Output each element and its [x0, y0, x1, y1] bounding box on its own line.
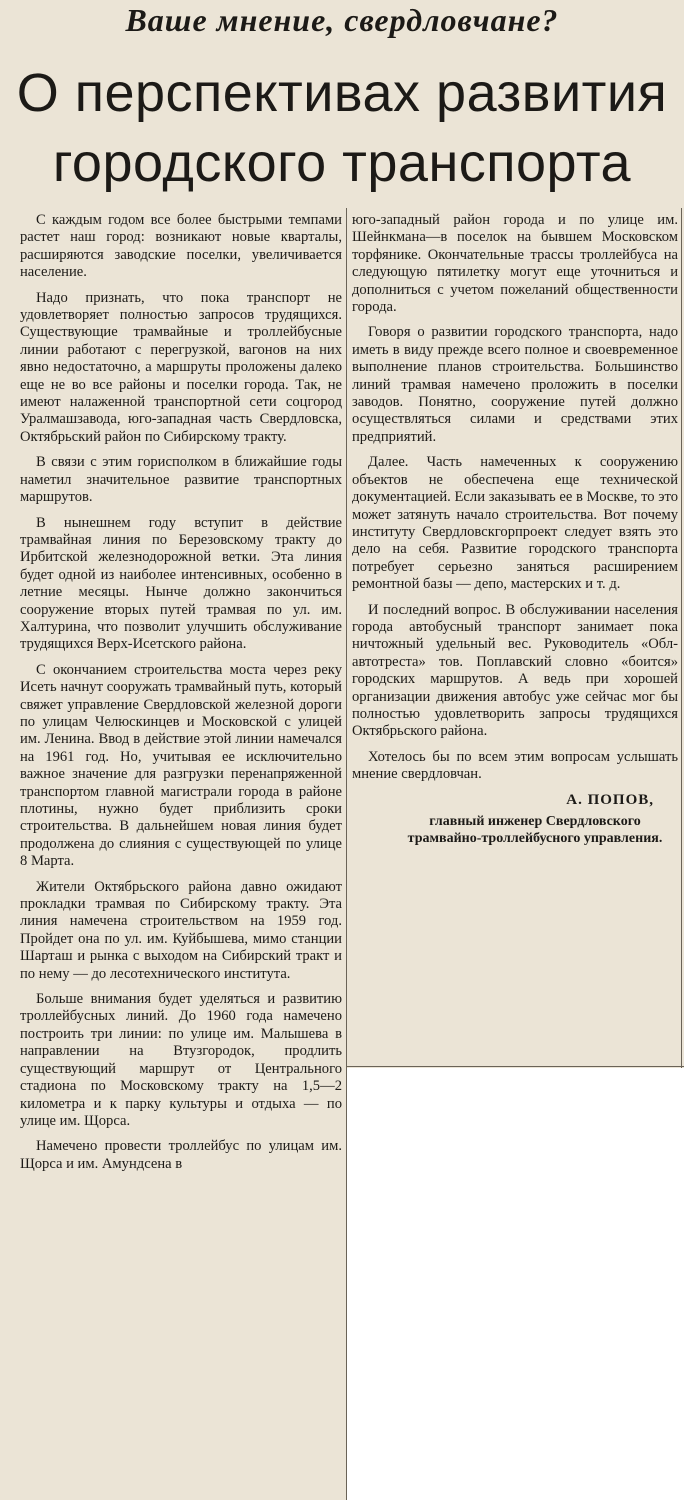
- article-kicker: Ваше мнение, свердловчане?: [125, 2, 559, 38]
- headline-line-1: О перспективах развития: [16, 63, 668, 123]
- paragraph: Намечено провести троллейбус по улицам им. Щорса и им. Амундсена в: [20, 1138, 342, 1172]
- author-position: главный инженер Свердловского трамвайно-троллейбусного управления.: [407, 814, 663, 846]
- paragraph: И последний вопрос. В обслуживании населения города автобусный транспорт занимает пока ничтожный удельный вес. Руководитель «Облавтотреста» тов. Поплавский словно «боится» городских маршрутов. А ведь при хорошей организации движения автобус уже сейчас мог бы полностью удовлетворить запросы трудящихся Октябрьского района.: [352, 601, 678, 740]
- column-divider: [346, 208, 347, 1500]
- paragraph: юго-западный район города и по улице им. Шейнкмана—в поселок на бывшем Московском торфянике. Окончательные трассы троллейбуса на следующую пятилетку могут еще уточниться и дополниться с учетом пожеланий общественности города.: [352, 212, 678, 316]
- article-column-left: [20, 212, 342, 1181]
- article-column-right: [352, 212, 678, 847]
- paragraph: Говоря о развитии городского транспорта, надо иметь в виду прежде всего полное и своевременное выполнение планов строительства. Большинство линий трамвая намечено проложить в поселки заводов. Понятно, сооружение путей должно осуществляться силами и средствами этих предприятий.: [352, 324, 678, 445]
- paragraph: Больше внимания будет уделяться и развитию троллейбусных линий. До 1960 года намечено построить три линии: по улице им. Малышева в направлении на Втузгородок, продлить существующий маршрут от Центрального стадиона по Московскому тракту на 1,5—2 километра и к парку культуры и отдыха — по улице им. Щорса.: [20, 991, 342, 1129]
- paragraph: Далее. Часть намеченных к сооружению объектов не обеспечена еще технической документацией. Если заказывать ее в Москве, то это может затянуть начало строительства. Вот почему институту Свердловскгорпроект следует взять это дело на себя. Развитие городского транспорта потребует серьезно заняться расширением ремонтной базы — депо, мастерских и т. д.: [352, 454, 678, 593]
- paragraph: С каждым годом все более быстрыми темпами растет наш город: возникают новые кварталы, расширяются заводские поселки, увеличивается население.: [20, 212, 342, 281]
- clipping-edge: [681, 208, 682, 1068]
- paragraph: С окончанием строительства моста через реку Исеть начнут сооружать трамвайный путь, который свяжет управление Свердловской железной дороги по улицам Челюскинцев и Московской с улицей им. Ленина. Ввод в действие этой линии намечался на 1961 год. Но, учитывая ее исключительно важное значение для разгрузки перенапряженной транспортом главной магистрали города в районе плотины, нужно будет приблизить сроки строительства. В дальнейшем новая линия будет продолжена до слияния с существующей по улице 8 Марта.: [20, 661, 342, 870]
- article-headline: [0, 58, 684, 198]
- headline-line-2: городского транспорта: [52, 133, 632, 193]
- paragraph: В нынешнем году вступит в действие трамвайная линия по Березовскому тракту до Ирбитской железнодорожной ветки. Эта линия будет одной из наиболее интенсивных, особенно в летние месяцы. Нынче должно закончиться сооружение вторых путей трамвая по ул. им. Халтурина, что позволит улучшить обслуживание трудящихся Верх-Исетского района.: [20, 514, 342, 653]
- paragraph: В связи с этим горисполком в ближайшие годы наметил значительное развитие транспортных маршрутов.: [20, 454, 342, 506]
- author-name: А. ПОПОВ,: [566, 791, 654, 808]
- paragraph: Надо признать, что пока транспорт не удовлетворяет полностью запросов трудящихся. Существующие трамвайные и троллейбусные линии работают с перегрузкой, вагонов на них явно недостаточно, а маршруты проложены далеко еще не во все районы и поселки города. Так, не имеют налаженной транспортной сети соцгород Уралмашзавода, юго-западная часть Свердловска, Октябрьский район по Сибирскому тракту.: [20, 289, 342, 445]
- paragraph: Жители Октябрьского района давно ожидают прокладки трамвая по Сибирскому тракту. Эта линия намечена строительством на 1959 год. Пройдет она по ул. им. Куйбышева, мимо станции Шарташ и рынка с выходом на Сибирский тракт и по нему — до лесотехнического института.: [20, 878, 342, 982]
- paragraph: Хотелось бы по всем этим вопросам услышать мнение свердловчан.: [352, 748, 678, 783]
- column-end-rule: [346, 1066, 684, 1067]
